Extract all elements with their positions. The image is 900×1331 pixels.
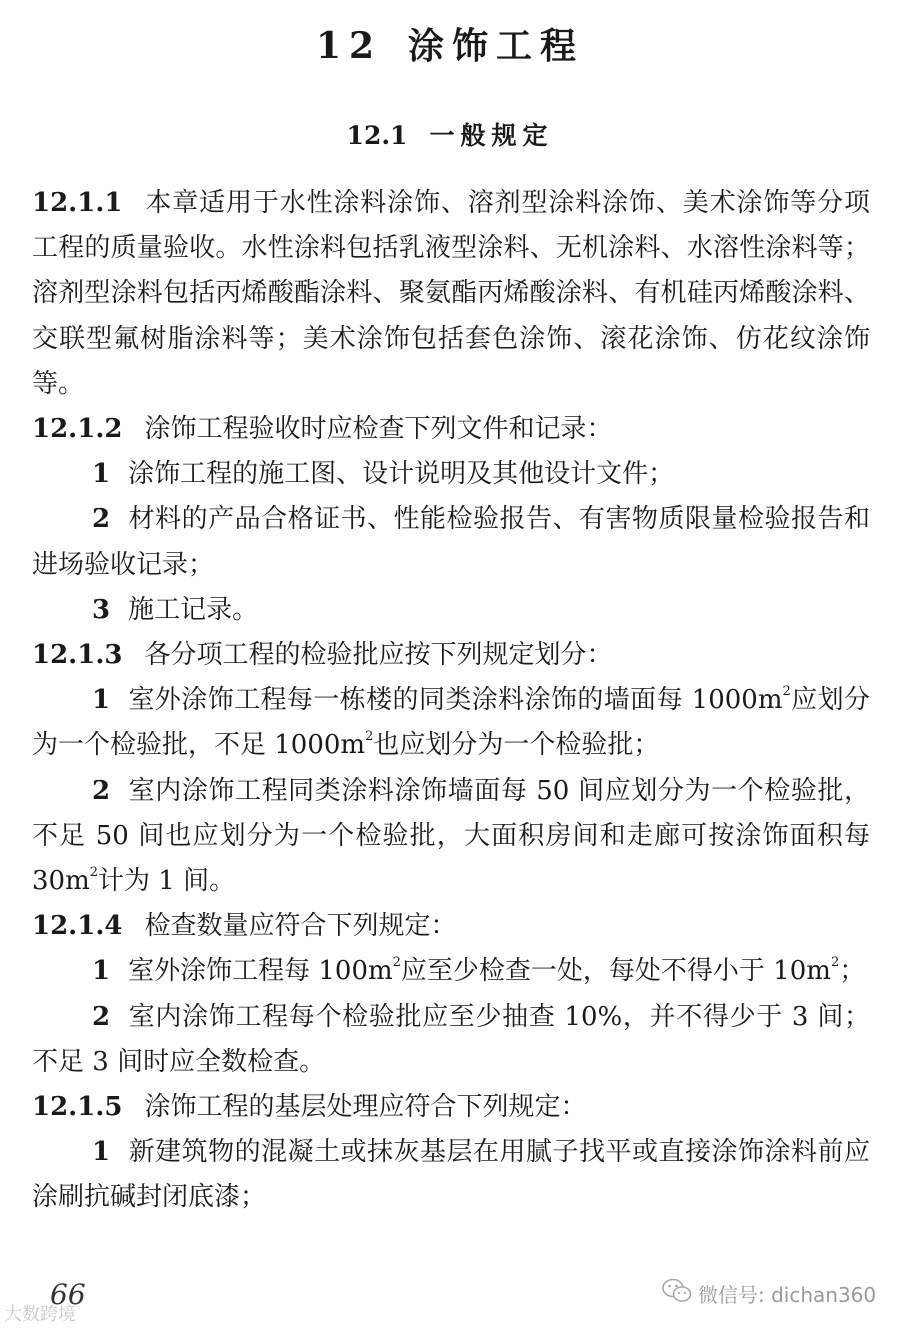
superscript: 2 — [782, 684, 791, 700]
item-number: 3 — [92, 594, 111, 625]
item-text: 涂饰工程的施工图、设计说明及其他设计文件； — [128, 459, 675, 490]
item-text: 新建筑物的混凝土或抹灰基层在用腻子找平或直接涂饰涂料前应涂刷抗碱封闭底漆； — [32, 1137, 870, 1213]
chapter-heading — [0, 18, 900, 74]
item-text: 室内涂饰工程每个检验批应至少抽查 10%，并不得少于 3 间；不足 3 间时应全数检查。 — [32, 1001, 870, 1077]
item-text-part: 室外涂饰工程每一栋楼的同类涂料涂饰的墙面每 1000m — [128, 685, 783, 716]
clause-number: 12.1.4 — [32, 911, 123, 942]
item-number: 1 — [92, 956, 111, 987]
item-text: 材料的产品合格证书、性能检验报告、有害物质限量检验报告和进场验收记录； — [32, 504, 870, 580]
clause-number: 12.1.2 — [32, 414, 123, 445]
clause-text: 涂饰工程的基层处理应符合下列规定： — [144, 1092, 587, 1123]
watermark-right-text: 微信号: dichan360 — [698, 1282, 877, 1307]
list-item — [32, 678, 870, 768]
clause-text: 各分项工程的检验批应按下列规定划分： — [144, 640, 613, 671]
page-number: 66 — [50, 1278, 86, 1311]
clause-12-1-5 — [32, 1085, 870, 1130]
chapter-title: 涂饰工程 — [408, 25, 585, 67]
item-number: 2 — [92, 1001, 111, 1032]
superscript: 2 — [89, 865, 99, 881]
clause-number: 12.1.5 — [32, 1092, 123, 1123]
list-item — [32, 995, 870, 1085]
item-text-part: 计为 1 间。 — [98, 866, 236, 897]
watermark-left-text: 大数跨境 — [4, 1304, 76, 1325]
item-number: 1 — [92, 685, 111, 716]
superscript: 2 — [392, 955, 401, 971]
body-text — [32, 181, 870, 1221]
list-item — [32, 497, 870, 587]
list-item — [32, 452, 870, 497]
clause-12-1-4 — [32, 904, 870, 949]
list-item — [32, 769, 870, 905]
section-title: 一般规定 — [429, 121, 554, 150]
clause-12-1-3 — [32, 633, 870, 678]
section-heading — [0, 116, 900, 156]
clause-text: 本章适用于水性涂料涂饰、溶剂型涂料涂饰、美术涂饰等分项工程的质量验收。水性涂料包括乳液型涂料、无机涂料、水溶性涂料等；溶剂型涂料包括丙烯酸酯涂料、聚氨酯丙烯酸涂料、有机硅丙烯酸涂料、交联型氟树脂涂料等；美术涂饰包括套色涂饰、滚花涂饰、仿花纹涂饰等。 — [32, 188, 870, 399]
clause-number: 12.1.3 — [32, 640, 123, 671]
superscript: 2 — [365, 729, 374, 745]
item-text-part: 应至少检查一处，每处不得小于 10m — [400, 956, 831, 987]
item-text: 施工记录。 — [128, 594, 259, 625]
item-number: 2 — [92, 775, 111, 806]
list-item — [32, 949, 870, 994]
list-item — [32, 1130, 870, 1220]
watermark-left — [4, 1300, 76, 1326]
item-text-part: 室外涂饰工程每 100m — [128, 956, 393, 987]
clause-number: 12.1.1 — [32, 188, 123, 218]
clause-12-1-1 — [32, 181, 870, 407]
section-number: 12.1 — [346, 121, 408, 150]
item-number: 1 — [92, 1137, 111, 1168]
superscript: 2 — [830, 955, 840, 971]
clause-12-1-2 — [32, 407, 870, 452]
item-text-part: 也应划分为一个检验批； — [373, 730, 660, 761]
item-text-part: ； — [839, 956, 866, 987]
item-text-part: 室内涂饰工程同类涂料涂饰墙面每 50 间应划分为一个检验批，不足 50 间也应划分为一个检验批，大面积房间和走廊可按涂饰面积每 30m — [32, 775, 870, 897]
item-number: 1 — [92, 459, 111, 490]
clause-text: 检查数量应符合下列规定： — [144, 911, 457, 942]
wechat-icon — [662, 1278, 692, 1309]
item-text-part: 应划分为一个检验批，不足 1000m — [32, 685, 870, 761]
chapter-number: 12 — [315, 25, 383, 67]
clause-text: 涂饰工程验收时应检查下列文件和记录： — [144, 414, 613, 445]
list-item — [32, 588, 870, 633]
watermark-right — [662, 1276, 876, 1310]
item-number: 2 — [92, 504, 111, 535]
